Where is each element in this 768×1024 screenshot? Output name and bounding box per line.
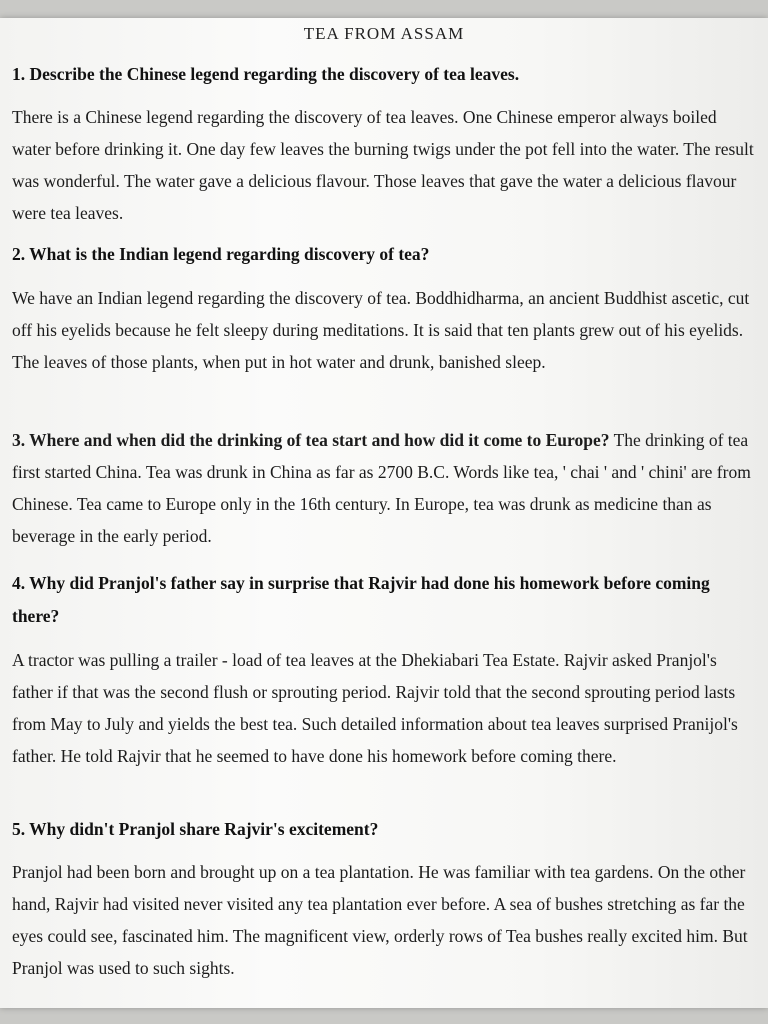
answer-1: There is a Chinese legend regarding the discovery of tea leaves. One Chinese emperor always boiled water before drinking it. One day few leaves the burning twigs under the pot fell into the water. The result was wonderful. The water gave a delicious flavour. Those leaves that gave the water a delicious flavour were tea leaves. [12,107,754,223]
question-3: 3. Where and when did the drinking of tea start and how did it come to Europe? [12,430,610,450]
answer-5: Pranjol had been born and brought up on a tea plantation. He was familiar with tea gardens. On the other hand, Rajvir had visited never visited any tea plantation ever before. A sea of bushes stretching as far the eyes could see, fascinated him. The magnificent view, orderly rows of Tea bushes really excited him. But Pranjol was used to such sights. [12,862,748,978]
question-2: 2. What is the Indian legend regarding discovery of tea? [12,244,430,264]
answer-4: A tractor was pulling a trailer - load of tea leaves at the Dhekiabari Tea Estate. Rajvir asked Pranjol's father if that was the second flush or sprouting period. Rajvir told that the second sprouting period lasts from May to July and yields the best tea. Such detailed information about tea leaves surprised Pranijol's father. He told Rajvir that he seemed to have done his homework before coming there. [12,650,738,766]
answer-3: The drinking of tea first started China. Tea was drunk in China as far as 2700 B.C. Words like tea, ' chai ' and ' chini' are from Chinese. Tea came to Europe only in the 16th century. In Europe, tea was drunk as medicine than as beverage in the early period. [12,430,751,546]
question-4: 4. Why did Pranjol's father say in surprise that Rajvir had done his homework before coming there? [12,573,710,626]
qa-3 [12,424,754,552]
answer-2: We have an Indian legend regarding the discovery of tea. Boddhidharma, an ancient Buddhist ascetic, cut off his eyelids because he felt sleepy during meditations. It is said that ten plants grew out of his eyelids. The leaves of those plants, when put in hot water and drunk, banished sleep. [12,288,750,372]
question-1: 1. Describe the Chinese legend regarding the discovery of tea leaves. [12,64,520,84]
question-5: 5. Why didn't Pranjol share Rajvir's excitement? [12,819,379,839]
document-title: TEA FROM ASSAM [303,24,465,43]
document-page [0,18,768,1008]
